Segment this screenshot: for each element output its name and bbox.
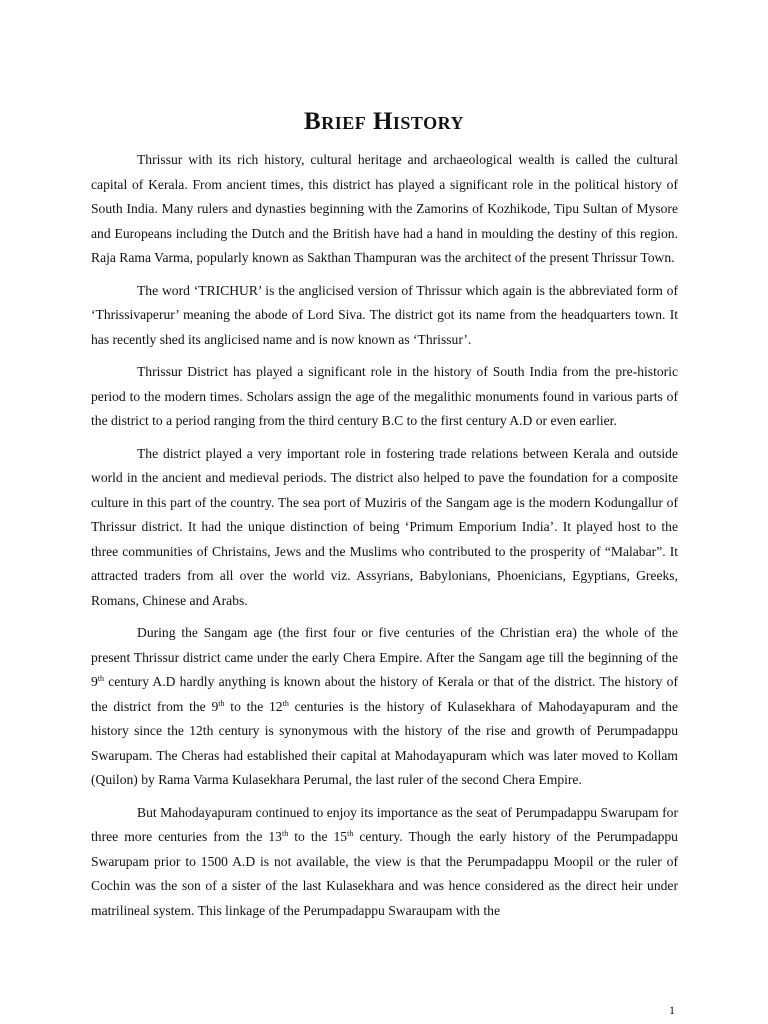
ordinal-superscript: th xyxy=(281,829,289,838)
text-run: century. Though the early history of the Perumpadappu Swarupam prior to 1500 A.D is not available, the view is that the Perumpadappu Moopil or the ruler of Cochin was the son of a sister of the last Kulasekhara and was hence considered as the direct heir under matrilineal system. This linkage of the Perumpadappu Swaraupam with the xyxy=(91,829,678,918)
ordinal-superscript: th xyxy=(282,698,289,708)
text-run: The word ‘TRICHUR’ is the anglicised version of Thrissur which again is the abbreviated form of ‘Thrissivaperur’ meaning the abode of Lord Siva. The district got its name from the headquarters town. It has recently shed its anglicised name and is now known as ‘Thrissur’. xyxy=(91,282,678,347)
text-run: to the 12 xyxy=(224,698,283,714)
document-body xyxy=(91,148,678,931)
ordinal-superscript: th xyxy=(347,829,354,838)
page-title: Brief History xyxy=(304,108,464,135)
paragraph xyxy=(91,148,678,271)
ordinal-superscript: th xyxy=(218,698,225,708)
paragraph xyxy=(91,360,678,434)
text-run: During the Sangam age (the first four or five centuries of the Christian era) the whole of the present Thrissur district came under the early Chera Empire. After the Sangam age till the beginning of the 9 xyxy=(91,625,678,689)
text-run: But Mahodayapuram continued to enjoy its importance as the seat of Perumpadappu Swarupam for three more centuries from the 13 xyxy=(91,804,678,844)
paragraph xyxy=(91,279,678,353)
paragraph xyxy=(91,621,678,793)
page-number: 1 xyxy=(669,1003,675,1017)
paragraph xyxy=(91,801,678,924)
text-run: Thrissur District has played a significant role in the history of South India from the pre-historic period to the modern times. Scholars assign the age of the megalithic monuments found in various parts of the district to a period ranging from the third century B.C to the first century A.D or even earlier. xyxy=(91,364,678,428)
paragraph xyxy=(91,442,678,614)
text-run: Thrissur with its rich history, cultural heritage and archaeological wealth is called the cultural capital of Kerala. From ancient times, this district has played a significant role in the political history of South India. Many rulers and dynasties beginning with the Zamorins of Kozhikode, Tipu Sultan of Mysore and Europeans including the Dutch and the British have had a hand in moulding the destiny of this region. Raja Rama Varma, popularly known as Sakthan Thampuran was the architect of the present Thrissur Town. xyxy=(91,152,678,265)
text-run: The district played a very important role in fostering trade relations between Kerala and outside world in the ancient and medieval periods. The district also helped to pave the foundation for a composite culture in this part of the country. The sea port of Muziris of the Sangam age is the modern Kodungallur of Thrissur district. It had the unique distinction of being ‘Primum Emporium India’. It played host to the three communities of Christains, Jews and the Muslims who contributed to the prosperity of “Malabar”. It attracted traders from all over the world viz. Assyrians, Babylonians, Phoenicians, Egyptians, Greeks, Romans, Chinese and Arabs. xyxy=(91,445,678,608)
ordinal-superscript: th xyxy=(97,674,105,683)
text-run: centuries is the history of Kulasekhara of Mahodayapuram and the history since the 12th century is synonymous with the history of the rise and growth of Perumpadappu Swarupam. The Cheras had established their capital at Mahodayapuram which was later moved to Kollam (Quilon) by Rama Varma Kulasekhara Perumal, the last ruler of the second Chera Empire. xyxy=(91,698,678,787)
text-run: century A.D hardly anything is known about the history of Kerala or that of the district. The history of the district from the 9 xyxy=(91,674,678,714)
text-run: to the 15 xyxy=(288,829,348,844)
